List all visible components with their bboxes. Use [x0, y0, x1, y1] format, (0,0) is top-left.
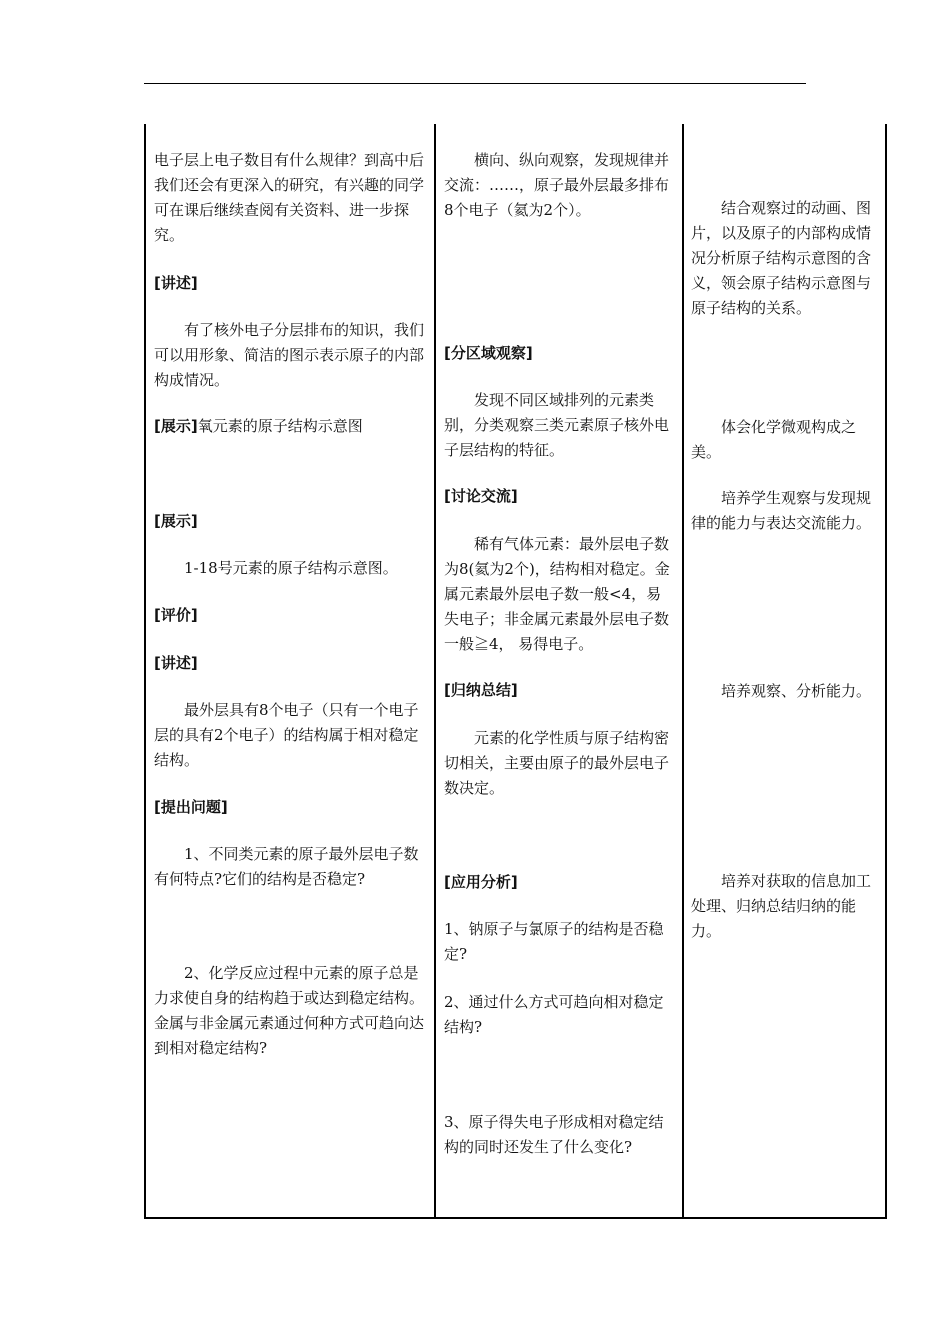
- col1-paragraph-1: 电子层上电子数目有什么规律？到高中后我们还会有更深入的研究，有兴趣的同学可在课后继续查阅有关资料、进一步探究。: [154, 151, 425, 244]
- col2-question-1: 1、钠原子与氯原子的结构是否稳定?: [444, 920, 664, 963]
- col3-paragraph-1: 结合观察过的动画、图片，以及原子的内部构成情况分析原子结构示意图的含义，领会原子结构示意图与原子结构的关系。: [691, 199, 872, 317]
- col1-paragraph-4: 最外层具有8个电子（只有一个电子层的具有2个电子）的结构属于相对稳定结构。: [154, 701, 419, 769]
- col2-question-2: 2、通过什么方式可趋向相对稳定结构?: [444, 993, 664, 1036]
- col2-paragraph-1: 横向、纵向观察，发现规律并交流：……，原子最外层最多排布8个电子（氦为2个）。: [444, 151, 670, 219]
- col1-heading-jiangshu-1: [讲述]: [154, 274, 198, 292]
- header-rule: [144, 83, 806, 84]
- col1-question-2: 2、化学反应过程中元素的原子总是力求使自身的结构趋于或达到稳定结构。金属与非金属元素通过何种方式可趋向达到相对稳定结构?: [154, 964, 425, 1057]
- col1-zhanshi-text: 氧元素的原子结构示意图: [197, 417, 363, 435]
- col1-heading-zhanshi-2: [展示]: [154, 512, 198, 530]
- col1-heading-jiangshu-2: [讲述]: [154, 654, 198, 672]
- col2-paragraph-4: 元素的化学性质与原子结构密切相关，主要由原子的最外层电子数决定。: [444, 729, 670, 797]
- col2-paragraph-3: 稀有气体元素：最外层电子数为8(氦为2个)，结构相对稳定。金属元素最外层电子数一般<4，易失电子；非金属元素最外层电子数一般≧4， 易得电子。: [444, 535, 670, 653]
- column-divider-2: [682, 124, 684, 1219]
- col3-paragraph-3: 培养学生观察与发现规律的能力与表达交流能力。: [691, 489, 872, 532]
- col1-heading-zhanshi-1: [展示]: [154, 417, 198, 435]
- col2-question-3: 3、原子得失电子形成相对稳定结构的同时还发生了什么变化?: [444, 1113, 664, 1156]
- col2-paragraph-2: 发现不同区域排列的元素类别，分类观察三类元素原子核外电子层结构的特征。: [444, 391, 670, 459]
- col1-paragraph-3: 1-18号元素的原子结构示意图。: [184, 559, 398, 577]
- col1-zhanshi-line: [154, 414, 429, 439]
- column-divider-1: [434, 124, 436, 1219]
- col3-paragraph-4: 培养观察、分析能力。: [721, 682, 872, 700]
- col1-question-1: 1、不同类元素的原子最外层电子数有何特点?它们的结构是否稳定?: [154, 845, 419, 888]
- col2-heading-yingyong: [应用分析]: [444, 873, 518, 891]
- col3-paragraph-2: 体会化学微观构成之美。: [691, 418, 857, 461]
- col1-paragraph-2: 有了核外电子分层排布的知识，我们可以用形象、简洁的图示表示原子的内部构成情况。: [154, 321, 425, 389]
- col2-heading-fenqu: [分区域观察]: [444, 344, 533, 362]
- col2-heading-guina: [归纳总结]: [444, 681, 518, 699]
- col1-heading-tichu: [提出问题]: [154, 798, 228, 816]
- col3-paragraph-5: 培养对获取的信息加工处理、归纳总结归纳的能力。: [691, 872, 872, 940]
- col1-heading-pingjia: [评价]: [154, 606, 198, 624]
- col2-heading-taolun: [讨论交流]: [444, 487, 518, 505]
